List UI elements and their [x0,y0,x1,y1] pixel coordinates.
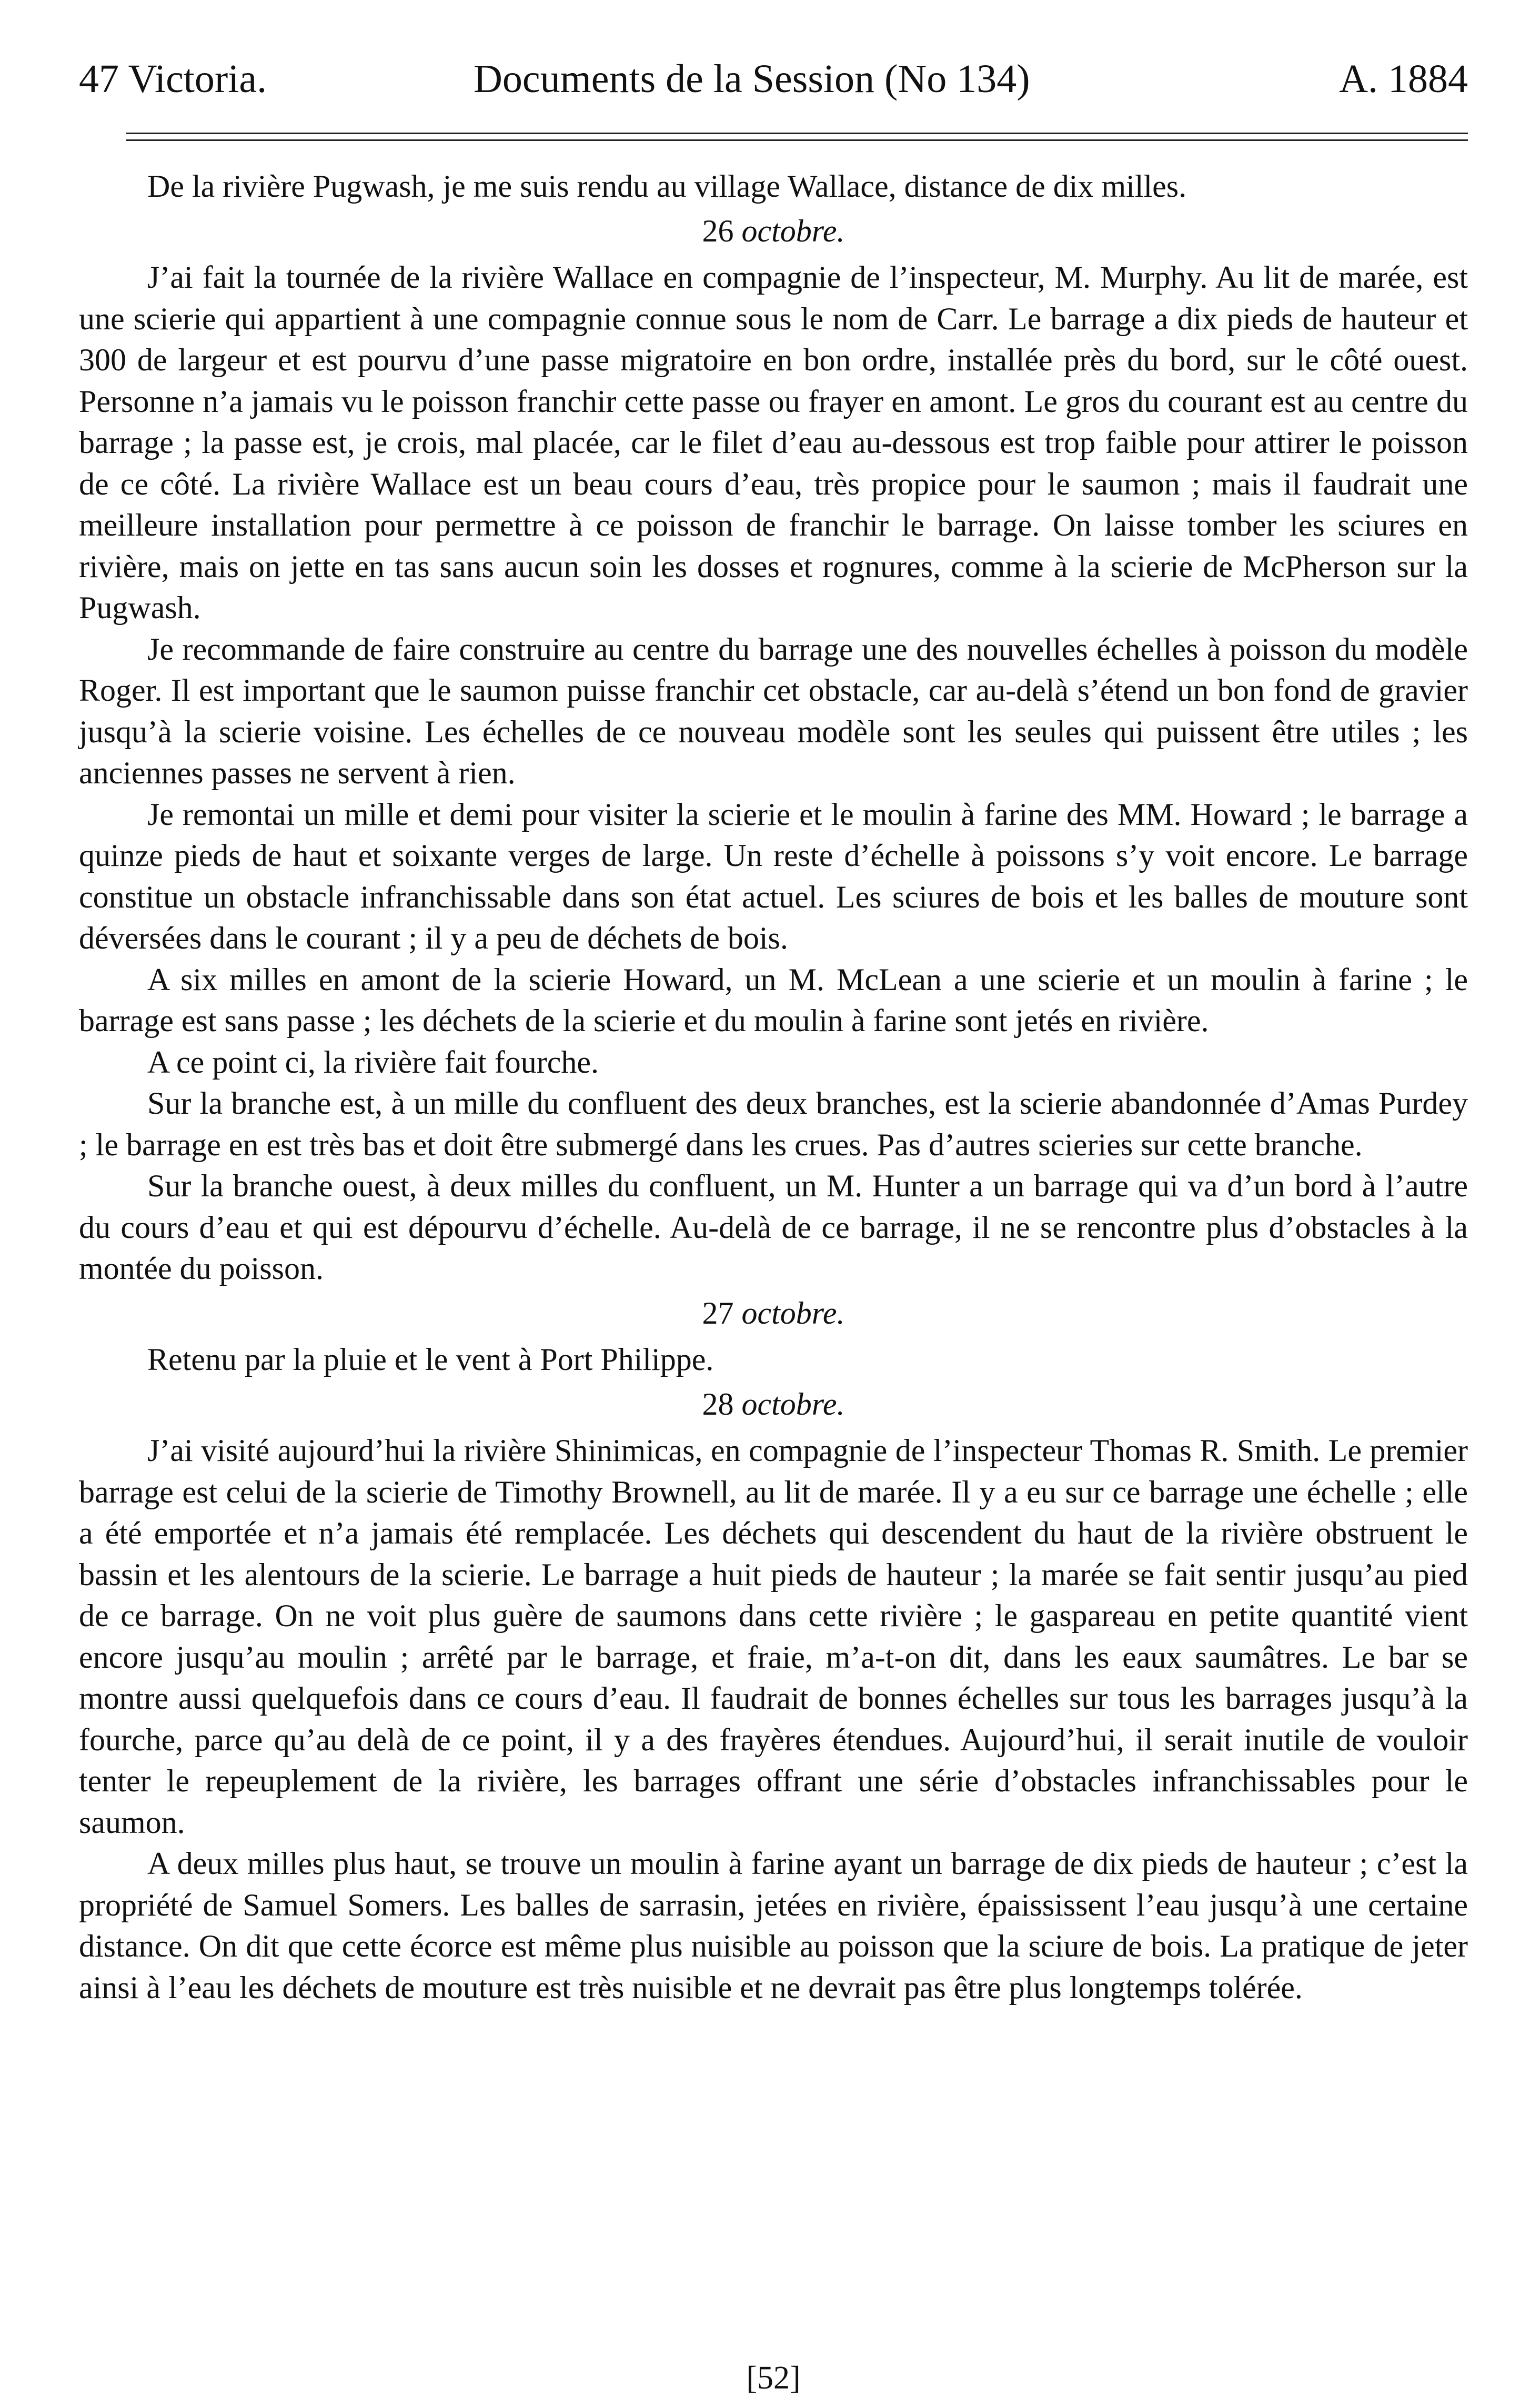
paragraph-1: De la rivière Pugwash, je me suis rendu au village Wallace, distance de dix milles. [147,169,1187,204]
paragraph-8: Sur la branche ouest, à deux milles du confluent, un M. Hunter a un barrage qui va d’un bord à l’autre du cours d’eau et qui est dépourvu d’échelle. Au-delà de ce barrage, il ne se rencontre plus d’obstacles à la montée du poisson. [79,1168,1468,1286]
paragraph-7: Sur la branche est, à un mille du confluent des deux branches, est la scierie abandonnée d’Amas Purdey ; le barrage en est très bas et doit être submergé dans les crues. Pas d’autres scieries sur cette branche. [79,1086,1468,1162]
paragraph-4: Je remontai un mille et demi pour visiter la scierie et le moulin à farine des MM. Howard ; le barrage a quinze pieds de haut et soixante verges de large. Un reste d’échelle à poissons s’y voit encore. Le barrage constitue un obstacle infranchissable dans son état actuel. Les sciures de bois et les balles de mouture sont déversées dans le courant ; il y a peu de déchets de bois. [79,797,1468,955]
paragraph-3: Je recommande de faire construire au centre du barrage une des nouvelles échelles à poisson du modèle Roger. Il est important que le saumon puisse franchir cet obstacle, car au-delà s’étend un bon fond de gravier jusqu’à la scierie voisine. Les échelles de ce nouveau modèle sont les seules qui puissent être utiles ; les anciennes passes ne servent à rien. [79,631,1468,790]
header-year: A. 1884 [1339,57,1468,101]
header-title: Documents de la Session (No 134) [474,57,1030,101]
date-month: octobre. [741,1295,845,1330]
date-day: 26 [702,213,734,248]
paragraph-10: J’ai visité aujourd’hui la rivière Shinimicas, en compagnie de l’inspecteur Thomas R. Smith. Le premier barrage est celui de la scierie de Timothy Brownell, au lit de marée. Il y a eu sur ce barrage une échelle ; elle a été emportée et n’a jamais été remplacée. Les déchets qui descendent du haut de la rivière obstruent le bassin et les alentours de la scierie. Le barrage a huit pieds de hauteur ; la marée se fait sentir jusqu’au pied de ce barrage. On ne voit plus guère de saumons dans cette rivière ; le gaspareau en petite quantité vient encore jusqu’au moulin ; arrêté par le barrage, et fraie, m’a-t-on dit, dans les eaux saumâtres. Le bar se montre aussi quelquefois dans ce cours d’eau. Il faudrait de bonnes échelles sur tous les barrages jusqu’à la fourche, parce qu’au delà de ce point, il y a des frayères étendues. Aujourd’hui, il serait inutile de vouloir tenter le repeuplement de la rivière, les barrages offrant une série d’obstacles infranchissables pour le saumon. [79,1433,1468,1840]
date-heading-1 [79,210,1468,252]
paragraph-9: Retenu par la pluie et le vent à Port Philippe. [147,1342,714,1377]
page-number: [52] [746,2360,801,2396]
date-heading-3 [79,1384,1468,1425]
date-month: octobre. [741,1386,845,1422]
date-day: 27 [702,1295,734,1330]
paragraph-6: A ce point ci, la rivière fait fourche. [147,1044,599,1080]
text-body [79,166,1468,2008]
page [79,47,1468,2396]
date-day: 28 [702,1386,734,1422]
date-month: octobre. [741,213,845,248]
running-head [79,47,1468,110]
paragraph-11: A deux milles plus haut, se trouve un moulin à farine ayant un barrage de dix pieds de hauteur ; c’est la propriété de Samuel Somers. Les balles de sarrasin, jetées en rivière, épaississent l’eau jusqu’à une certaine distance. On dit que cette écorce est même plus nuisible au poisson que la sciure de bois. La pratique de jeter ainsi à l’eau les déchets de mouture est très nuisible et ne devrait pas être plus longtemps tolérée. [79,1846,1468,2005]
paragraph-5: A six milles en amont de la scierie Howard, un M. McLean a une scierie et un moulin à farine ; le barrage est sans passe ; les déchets de la scierie et du moulin à farine sont jetés en rivière. [79,962,1468,1038]
header-volume: 47 Victoria. [79,57,267,101]
date-heading-2 [79,1293,1468,1334]
header-rule [126,133,1468,141]
paragraph-2: J’ai fait la tournée de la rivière Wallace en compagnie de l’inspecteur, M. Murphy. Au lit de marée, est une scierie qui appartient à une compagnie connue sous le nom de Carr. Le barrage a dix pieds de hauteur et 300 de largeur et est pourvu d’une passe migratoire en bon ordre, installée près du bord, sur le côté ouest. Personne n’a jamais vu le poisson franchir cette passe ou frayer en amont. Le gros du courant est au centre du barrage ; la passe est, je crois, mal placée, car le filet d’eau au-dessous est trop faible pour attirer le poisson de ce côté. La rivière Wallace est un beau cours d’eau, très propice pour le saumon ; mais il faudrait une meilleure installation pour permettre à ce poisson de franchir le barrage. On laisse tomber les sciures en rivière, mais on jette en tas sans aucun soin les dosses et rognures, comme à la scierie de McPherson sur la Pugwash. [79,260,1468,625]
